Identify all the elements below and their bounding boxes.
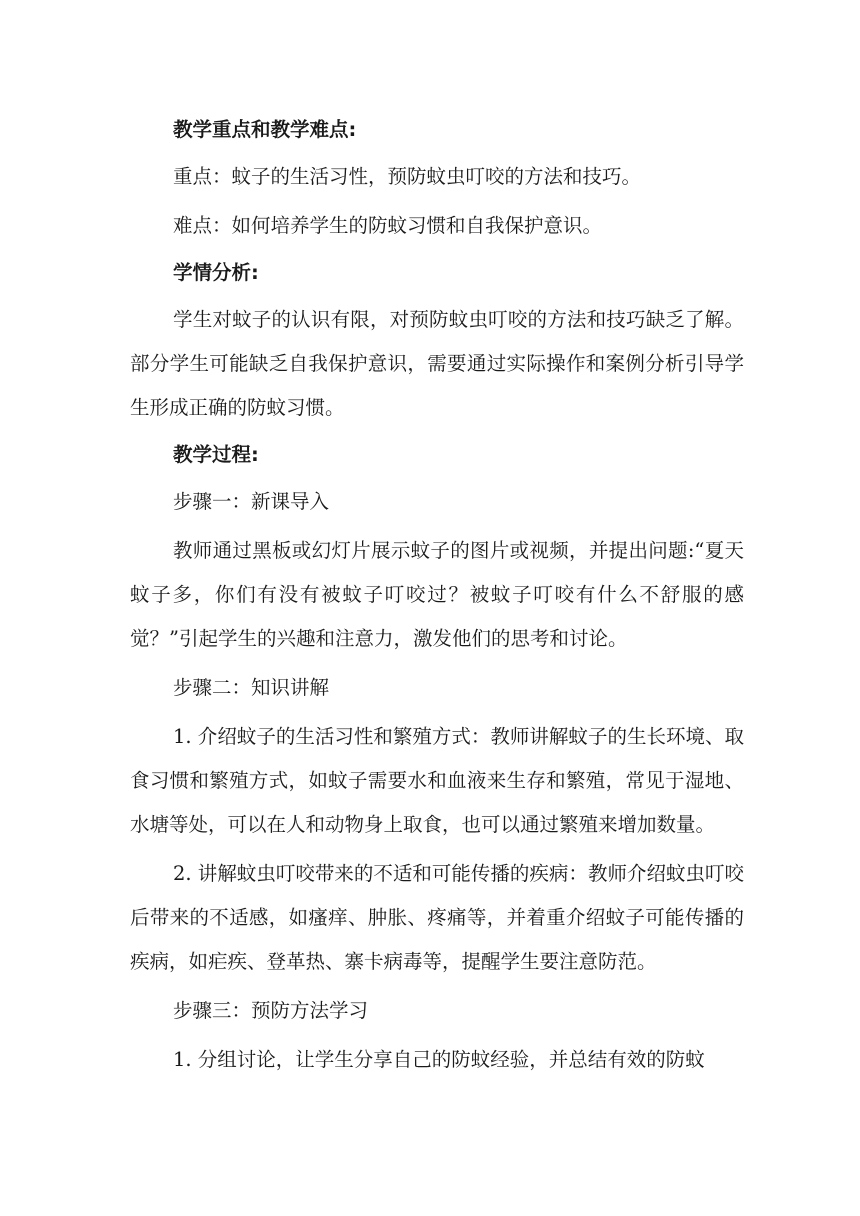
step2-title: 步骤二：知识讲解 <box>173 676 330 699</box>
heading-key-points: 教学重点和教学难点: <box>173 118 357 141</box>
document-page <box>130 108 744 1082</box>
key-point-focus: 重点：蚊子的生活习性，预防蚊虫叮咬的方法和技巧。 <box>173 165 642 188</box>
step1-title: 步骤一：新课导入 <box>173 490 330 513</box>
heading-teaching-process: 教学过程: <box>173 443 259 466</box>
step3-title: 步骤三：预防方法学习 <box>173 999 369 1022</box>
step2-item-2: 2. 讲解蚊虫叮咬带来的不适和可能传播的疾病：教师介绍蚊虫叮咬后带来的不适感，如瘙痒、肿胀、疼痛等，并着重介绍蚊子可能传播的疾病，如疟疾、登革热、寨卡病毒等，提醒学生要注意防范。 <box>130 862 744 973</box>
step3-item-1: 1. 分组讨论，让学生分享自己的防蚊经验，并总结有效的防蚊 <box>173 1048 705 1071</box>
key-point-difficulty: 难点：如何培养学生的防蚊习惯和自我保护意识。 <box>173 214 603 237</box>
learner-analysis-body: 学生对蚊子的认识有限，对预防蚊虫叮咬的方法和技巧缺乏了解。部分学生可能缺乏自我保护意识，需要通过实际操作和案例分析引导学生形成正确的防蚊习惯。 <box>130 308 744 419</box>
step1-body: 教师通过黑板或幻灯片展示蚊子的图片或视频，并提出问题:“夏天蚊子多，你们有没有被蚊子叮咬过？被蚊子叮咬有什么不舒服的感觉？”引起学生的兴趣和注意力，激发他们的思考和讨论。 <box>130 539 744 650</box>
heading-learner-analysis: 学情分析: <box>173 261 259 284</box>
step2-item-1: 1. 介绍蚊子的生活习性和繁殖方式：教师讲解蚊子的生长环境、取食习惯和繁殖方式，如蚊子需要水和血液来生存和繁殖，常见于湿地、水塘等处，可以在人和动物身上取食，也可以通过繁殖来增加数量。 <box>130 725 744 836</box>
